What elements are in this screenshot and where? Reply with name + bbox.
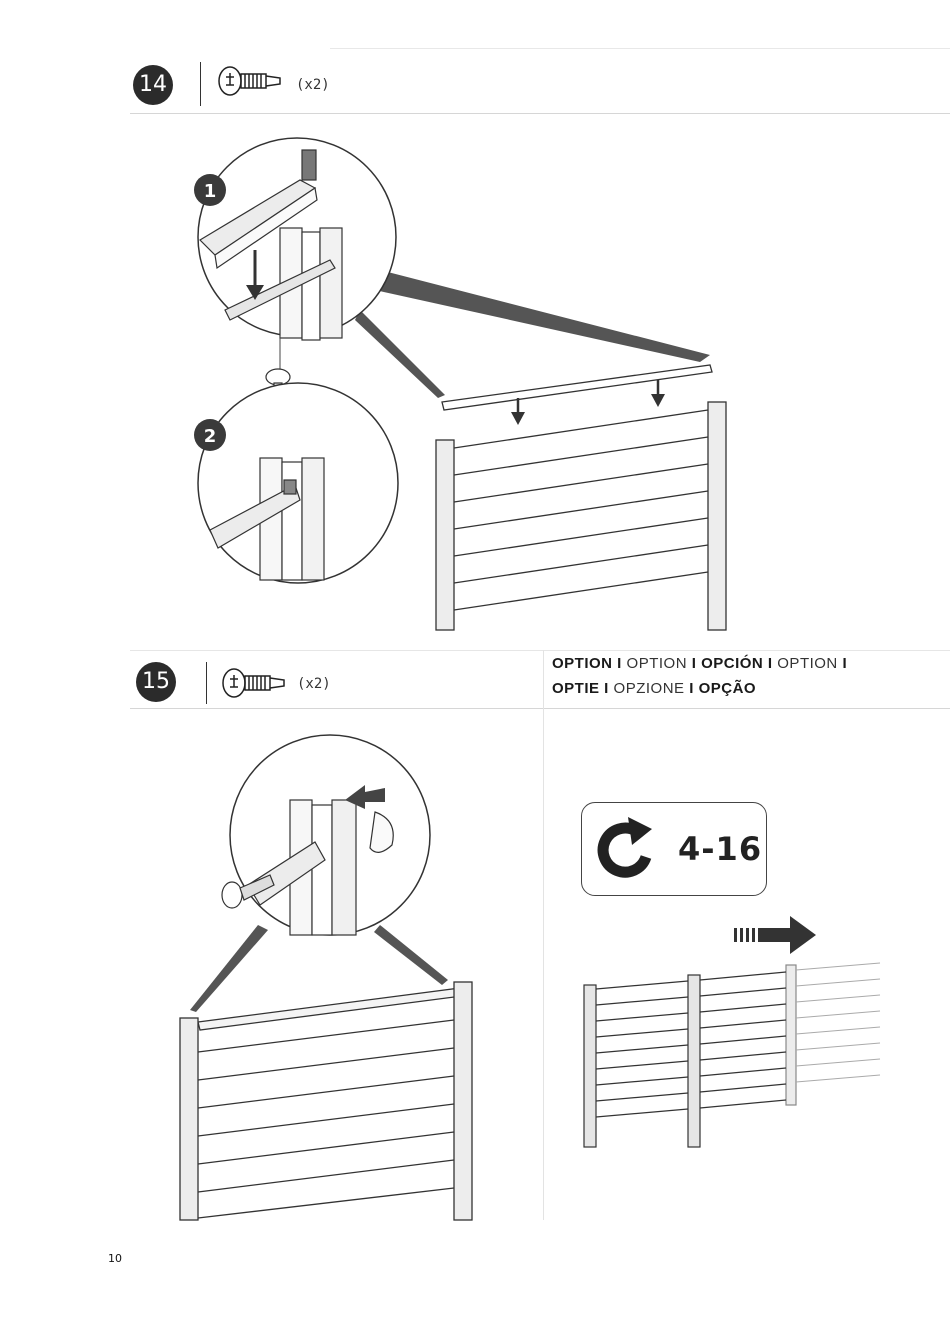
callout-1-label: 1 — [203, 181, 217, 202]
step-14-separator — [200, 62, 201, 106]
option-fr: OPTION — [626, 655, 688, 672]
option-pt: OPÇÃO — [698, 680, 757, 697]
direction-arrow-icon — [732, 912, 822, 958]
extended-fence-illustration — [580, 955, 890, 1155]
zoom-pointer-1 — [190, 925, 268, 1012]
step-15-separator — [206, 662, 207, 704]
option-nl: OPTIE — [552, 680, 600, 697]
option-column-divider — [543, 650, 544, 1220]
step-15-quantity: (x2) — [297, 676, 331, 692]
zoom-pointer-2 — [355, 310, 445, 398]
fence-panel-15 — [180, 982, 472, 1220]
step-14-quantity: (x2) — [296, 77, 330, 93]
option-separator: I — [687, 655, 702, 672]
repeat-arrow-icon — [594, 815, 664, 885]
step-14-illustration — [180, 140, 740, 630]
fence-ghost-section — [796, 963, 880, 1082]
down-arrow-icon — [511, 412, 525, 425]
step-15-divider — [130, 708, 950, 709]
screw-icon — [214, 64, 286, 98]
option-separator: I — [684, 680, 699, 697]
option-separator: I — [837, 655, 848, 672]
option-it: OPZIONE — [613, 680, 685, 697]
screw-icon — [218, 666, 290, 700]
top-rail-beam — [442, 365, 712, 410]
zoom-pointer-2 — [374, 925, 448, 985]
step-15-badge — [136, 662, 176, 702]
option-es: OPCIÓN — [701, 655, 764, 672]
option-header-line2 — [552, 680, 756, 697]
option-en: OPTION — [552, 655, 613, 672]
option-header-line1 — [552, 655, 847, 672]
step-14-divider — [130, 113, 950, 114]
callout-2-label: 2 — [203, 426, 217, 447]
step-15-number: 15 — [142, 669, 170, 694]
repeat-reference-text: 4-16 — [678, 830, 763, 868]
step-14-top-rule — [330, 48, 950, 49]
down-arrow-icon — [651, 394, 665, 407]
step-15-illustration — [170, 730, 490, 1230]
option-separator: I — [763, 655, 778, 672]
step-14-badge — [133, 65, 173, 105]
option-separator: I — [612, 655, 627, 672]
option-separator: I — [599, 680, 614, 697]
page-number: 10 — [108, 1252, 122, 1265]
step-14-number: 14 — [139, 72, 167, 97]
zoom-pointer-1 — [375, 270, 710, 362]
option-de: OPTION — [777, 655, 838, 672]
fence-panel-14 — [436, 402, 726, 630]
fence-run — [584, 965, 796, 1147]
step-15-top-rule — [130, 650, 950, 651]
repeat-reference-box — [581, 802, 767, 896]
